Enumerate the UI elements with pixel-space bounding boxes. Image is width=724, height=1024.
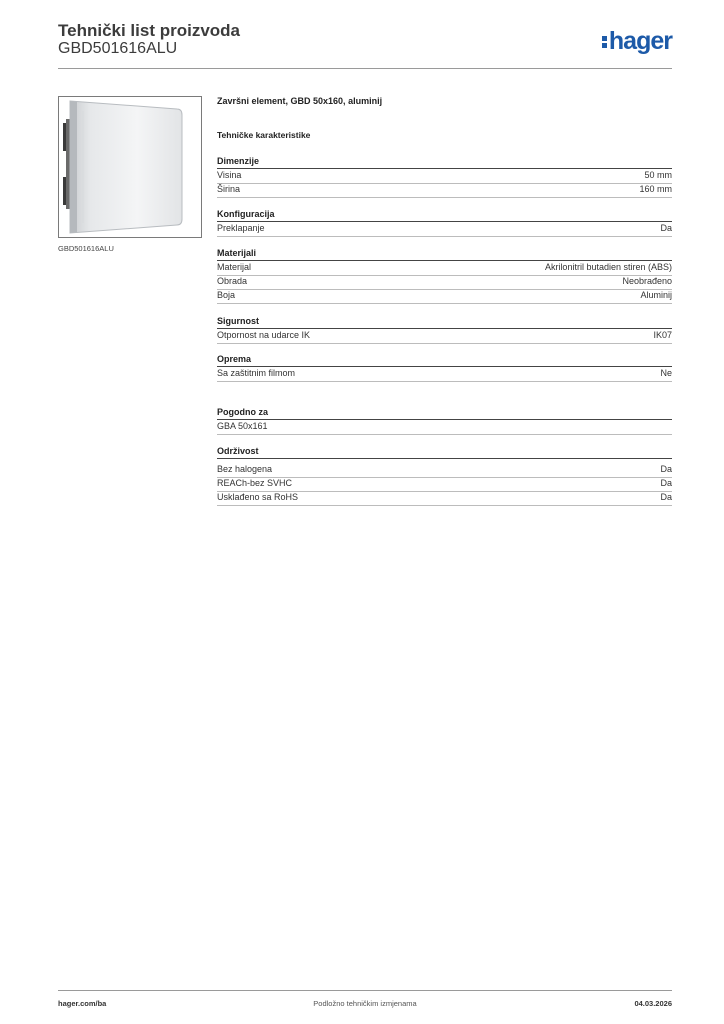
- section-title: Sigurnost: [217, 315, 672, 329]
- section-title: Održivost: [217, 445, 672, 459]
- product-image: [58, 96, 202, 238]
- row-label: GBA 50x161: [217, 421, 268, 431]
- table-row: [217, 329, 672, 344]
- section-title: Pogodno za: [217, 406, 672, 420]
- table-row: [217, 463, 672, 478]
- row-value: Ne: [660, 368, 672, 378]
- table-row: [217, 477, 672, 492]
- row-value: Akrilonitril butadien stiren (ABS): [544, 262, 672, 272]
- hager-logo: [602, 28, 672, 54]
- row-label: Materijal: [217, 262, 252, 272]
- section-title: Oprema: [217, 353, 672, 367]
- page-footer: [58, 990, 672, 1011]
- row-label: Širina: [217, 184, 241, 194]
- table-row: [217, 169, 672, 184]
- table-row: [217, 261, 672, 276]
- row-label: Usklađeno sa RoHS: [217, 492, 299, 502]
- row-label: Otpornost na udarce IK: [217, 330, 311, 340]
- row-value: Da: [660, 492, 672, 502]
- footer-note: Podložno tehničkim izmjenama: [313, 999, 417, 1008]
- row-label: REACh-bez SVHC: [217, 478, 293, 488]
- table-row: [217, 275, 672, 290]
- image-caption: GBD501616ALU: [58, 244, 114, 253]
- section-title: Konfiguracija: [217, 208, 672, 222]
- row-label: Visina: [217, 170, 242, 180]
- section-title: Dimenzije: [217, 155, 672, 169]
- row-label: Boja: [217, 290, 236, 300]
- table-row: [217, 491, 672, 506]
- row-label: Bez halogena: [217, 464, 273, 474]
- logo-text: hager: [608, 27, 672, 55]
- footer-date: 04.03.2026: [634, 999, 672, 1008]
- document-title: Tehnički list proizvoda: [58, 21, 240, 40]
- row-value: IK07: [653, 330, 672, 340]
- technical-characteristics-title: Tehničke karakteristike: [217, 130, 311, 140]
- row-value: Da: [660, 223, 672, 233]
- product-image-drawing: [59, 97, 201, 237]
- footer-website-link[interactable]: hager.com/ba: [58, 999, 107, 1008]
- logo-colon-icon: [602, 34, 607, 50]
- table-row: [217, 183, 672, 198]
- page-header: [58, 22, 672, 69]
- row-value: 160 mm: [639, 184, 672, 194]
- table-row: [217, 420, 672, 435]
- table-row: [217, 222, 672, 237]
- row-label: Obrada: [217, 276, 248, 286]
- row-value: Da: [660, 478, 672, 488]
- product-code: GBD501616ALU: [58, 40, 178, 57]
- row-value: Aluminij: [640, 290, 672, 300]
- section-title: Materijali: [217, 247, 672, 261]
- row-label: Preklapanje: [217, 223, 265, 233]
- table-row: [217, 367, 672, 382]
- row-value: Neobrađeno: [622, 276, 672, 286]
- row-value: Da: [660, 464, 672, 474]
- product-name: Završni element, GBD 50x160, aluminij: [217, 96, 383, 106]
- row-label: Sa zaštitnim filmom: [217, 368, 296, 378]
- table-row: [217, 289, 672, 304]
- row-value: 50 mm: [644, 170, 672, 180]
